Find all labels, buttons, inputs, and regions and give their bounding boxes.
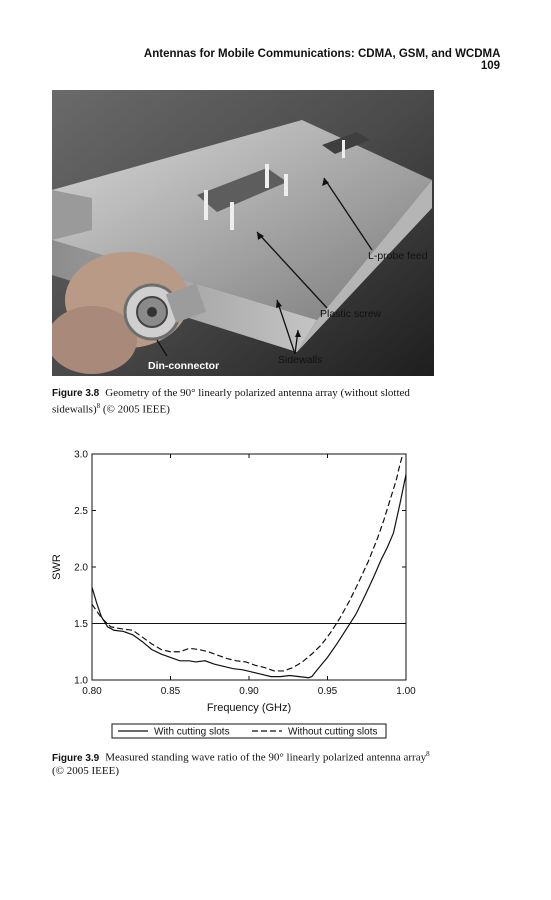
y-tick-label: 2.5 — [74, 506, 88, 517]
support-post-3 — [265, 164, 269, 188]
figure-3-8-caption-text: Geometry of the 90° linearly polarized antenna array (without slotted sidewalls) — [52, 387, 410, 416]
din-connector-pin — [147, 307, 157, 317]
label-sidewalls: Sidewalls — [278, 354, 323, 366]
legend-label: Without cutting slots — [288, 726, 378, 738]
y-tick-label: 1.0 — [74, 675, 88, 687]
running-head — [100, 48, 500, 72]
support-post-1 — [204, 190, 208, 220]
figure-3-8-caption-ref: 8 — [96, 402, 101, 410]
label-din-connector: Din-connector — [148, 360, 220, 372]
figure-3-9-caption-copyright: (© 2005 IEEE) — [52, 764, 120, 777]
running-title: Antennas for Mobile Communications: CDMA, GSM, and WCDMA — [143, 48, 500, 60]
y-tick-label: 1.5 — [74, 619, 88, 630]
y-tick-label: 2.0 — [74, 562, 88, 574]
figure-3-9-caption-ref: 8 — [426, 750, 430, 758]
support-post-5 — [342, 140, 345, 158]
x-tick-label: 0.90 — [239, 686, 259, 697]
y-axis-label: SWR — [51, 554, 63, 580]
plot-area — [92, 454, 406, 680]
series-line-1 — [92, 474, 406, 677]
legend — [112, 724, 386, 738]
figure-3-8-caption-copyright: (© 2005 IEEE) — [100, 403, 170, 416]
figure-3-9-caption — [52, 748, 438, 778]
figure-3-9-label: Figure 3.9 — [52, 752, 100, 764]
label-l-probe-feed: L-probe feed — [368, 250, 428, 262]
x-axis-label: Frequency (GHz) — [206, 702, 292, 714]
swr-chart — [0, 440, 551, 740]
support-post-4 — [284, 174, 288, 196]
x-tick-label: 0.95 — [317, 686, 338, 697]
figure-3-9-caption-text: Measured standing wave ratio of the 90° linearly polarized antenna array — [105, 751, 427, 764]
label-plastic-screw: Plastic screw — [320, 308, 382, 320]
page-number: 109 — [480, 60, 500, 72]
x-tick-label: 0.80 — [82, 686, 102, 697]
x-tick-label: 1.00 — [396, 686, 416, 697]
legend-label: With cutting slots — [154, 726, 230, 738]
figure-3-8-label: Figure 3.8 — [52, 388, 100, 399]
y-tick-label: 3.0 — [74, 449, 88, 461]
antenna-photo — [52, 90, 434, 376]
x-tick-label: 0.85 — [160, 686, 181, 697]
support-post-2 — [230, 202, 234, 230]
figure-3-8-caption — [52, 387, 438, 417]
antenna-photo-drawing — [52, 90, 434, 376]
